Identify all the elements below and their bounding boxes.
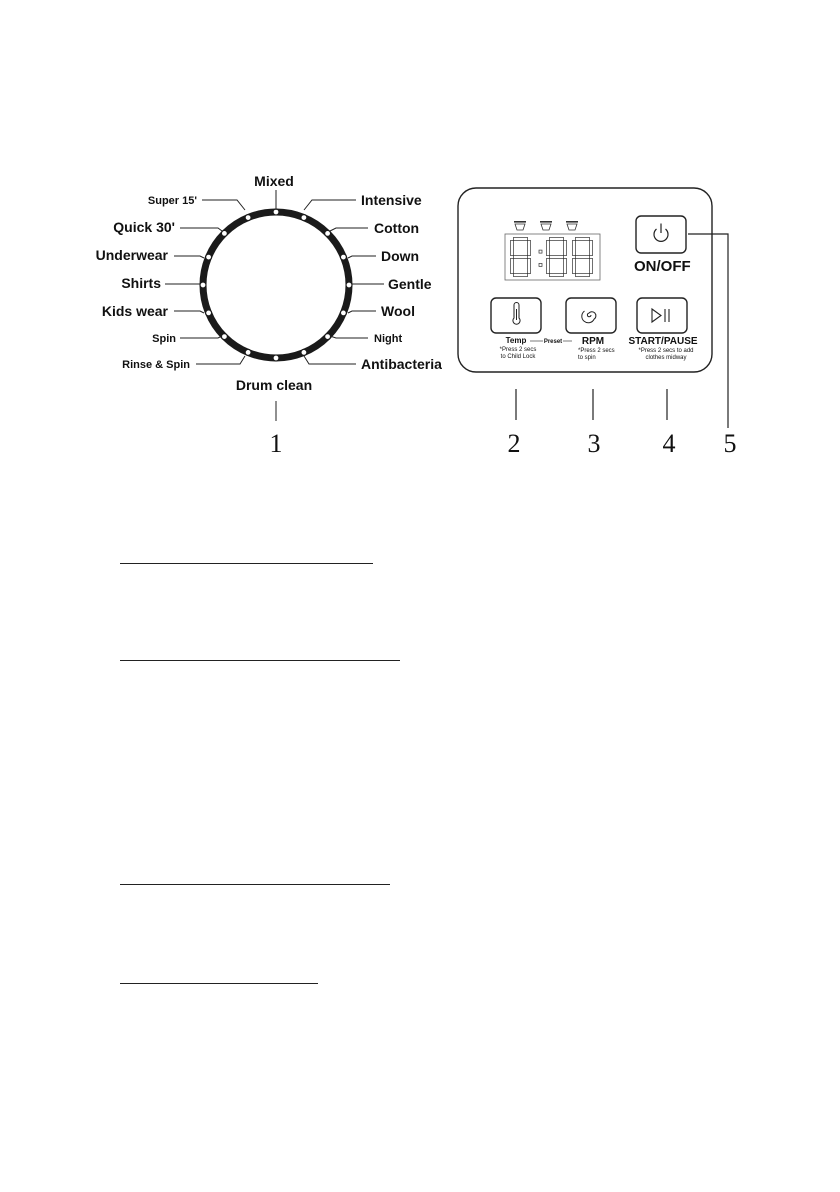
display-segment (514, 273, 528, 276)
callout-number-3: 3 (587, 429, 601, 458)
display-segment (510, 259, 513, 274)
callout-number-4: 4 (662, 429, 676, 458)
dial-position-dot (340, 254, 346, 260)
dial-position-dot (245, 215, 251, 221)
on-off-button[interactable] (636, 216, 686, 253)
display-colon-dot (539, 250, 542, 253)
program-label: Shirts (121, 275, 161, 291)
display-segment (563, 259, 566, 274)
temp-label: Temp (505, 336, 527, 345)
dial-position-dot (346, 282, 352, 288)
start-pause-label: START/PAUSE (628, 336, 698, 347)
program-label: Quick 30' (113, 219, 175, 235)
on-off-label: ON/OFF (634, 258, 691, 275)
program-dial (96, 173, 442, 421)
temp-note: *Press 2 secs (499, 347, 537, 353)
program-label: Mixed (254, 173, 294, 189)
rpm-note: *Press 2 secs (578, 348, 615, 354)
program-label: Wool (381, 303, 415, 319)
display-colon-dot (539, 263, 542, 266)
display-segment (576, 255, 590, 258)
preset-label: Preset (543, 339, 563, 345)
display-status-icons (514, 221, 578, 230)
display-segment (550, 237, 564, 240)
display-segment (510, 241, 513, 256)
dial-position-dot (221, 230, 227, 236)
display-segment (514, 237, 528, 240)
dial-position-dot (325, 230, 331, 236)
dial-position-markers (200, 209, 352, 361)
section-heading-underline (120, 884, 390, 885)
display-segment (576, 237, 590, 240)
spin-icon (566, 221, 578, 230)
display-segment (550, 273, 564, 276)
section-heading-underline (120, 983, 318, 984)
temp-note: to Child Lock (500, 354, 536, 360)
dial-position-dot (245, 349, 251, 355)
start-note: clothes midway (645, 355, 687, 361)
display-segment (527, 259, 530, 274)
display-segment (527, 241, 530, 256)
dial-position-dot (273, 355, 279, 361)
display-segment (546, 241, 549, 256)
program-label: Antibacteria (361, 356, 442, 372)
display-segment (546, 259, 549, 274)
display-segment (572, 241, 575, 256)
display-digits (510, 237, 592, 276)
section-heading-underline (120, 563, 373, 564)
dial-position-dot (301, 349, 307, 355)
program-label: Kids wear (101, 303, 168, 319)
section-heading-underline (120, 660, 400, 661)
callout-number-2: 2 (507, 429, 521, 458)
program-label: Down (381, 248, 420, 264)
display-segment (572, 259, 575, 274)
callout-5-leader (688, 234, 728, 428)
display-segment (589, 241, 592, 256)
program-label: Gentle (388, 276, 432, 292)
rpm-note: to spin (578, 355, 596, 361)
temp-button[interactable] (491, 298, 541, 333)
rpm-label: RPM (581, 336, 605, 347)
display-segment (576, 273, 590, 276)
callout-number-1: 1 (269, 429, 283, 458)
program-label: Drum clean (235, 377, 313, 393)
wash-icon (514, 221, 526, 230)
display-segment (514, 255, 528, 258)
display-segment (563, 241, 566, 256)
program-label: Night (374, 333, 403, 345)
program-label: Cotton (374, 220, 420, 236)
display-segment (550, 255, 564, 258)
rpm-button[interactable] (566, 298, 616, 333)
program-label: Intensive (361, 192, 422, 208)
dial-position-dot (206, 254, 212, 260)
rinse-icon (540, 221, 552, 230)
dial-position-dot (200, 282, 206, 288)
program-label: Underwear (95, 247, 168, 263)
dial-position-dot (221, 334, 227, 340)
display-segment (589, 259, 592, 274)
callout-number-5: 5 (723, 429, 737, 458)
dial-position-dot (206, 310, 212, 316)
dial-position-dot (325, 334, 331, 340)
start-pause-button[interactable] (637, 298, 687, 333)
start-note: *Press 2 secs to add (638, 348, 694, 354)
dial-position-dot (340, 310, 346, 316)
program-label: Rinse & Spin (122, 359, 190, 371)
program-label: Super 15' (147, 195, 197, 207)
program-label: Spin (152, 333, 176, 345)
control-panel-diagram (0, 0, 840, 470)
dial-position-dot (301, 215, 307, 221)
